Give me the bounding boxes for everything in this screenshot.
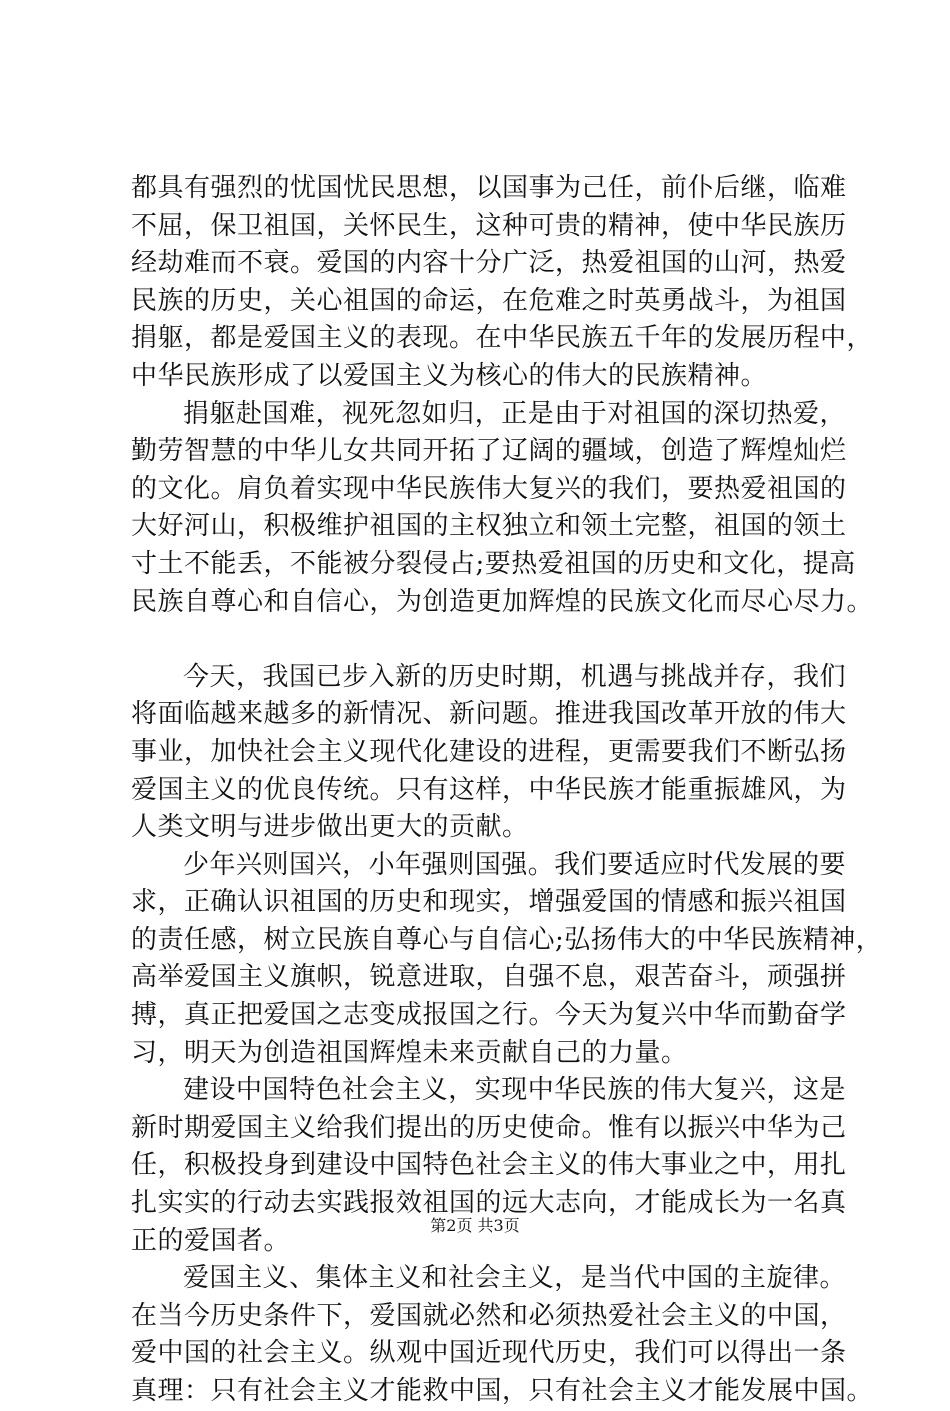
text-line: 真理：只有社会主义才能救中国，只有社会主义才能发展中国。 (131, 1376, 874, 1406)
text-line: 将面临越来越多的新情况、新问题。推进我国改革开放的伟大 (131, 699, 847, 730)
text-line: 捐躯赴国难，视死忽如归，正是由于对祖国的深切热爱， (183, 398, 846, 429)
text-line: 爱中国的社会主义。纵观中国近现代历史，我们可以得出一条 (131, 1338, 847, 1369)
page-number-label: 第2页 共3页 (430, 1216, 520, 1235)
text-line: 勤劳智慧的中华儿女共同开拓了辽阔的疆域，创造了辉煌灿烂 (131, 436, 847, 467)
paragraph-3 (131, 659, 846, 847)
text-line: 新时期爱国主义给我们提出的历史使命。惟有以振兴中华为己 (131, 1112, 847, 1143)
text-line: 中华民族形成了以爱国主义为核心的伟大的民族精神。 (131, 360, 768, 391)
page-footer (0, 1216, 950, 1236)
text-line: 任，积极投身到建设中国特色社会主义的伟大事业之中，用扎 (131, 1150, 847, 1181)
paragraph-4 (131, 847, 883, 1073)
text-line: 的文化。肩负着实现中华民族伟大复兴的我们，要热爱祖国的 (131, 473, 847, 504)
text-line: 少年兴则国兴，小年强则国强。我们要适应时代发展的要 (183, 849, 846, 880)
text-line: 的责任感，树立民族自尊心与自信心;弘扬伟大的中华民族精神， (131, 924, 883, 955)
paragraph-gap (131, 621, 846, 659)
text-line: 爱国主义、集体主义和社会主义，是当代中国的主旋律。 (183, 1263, 846, 1294)
text-line: 爱国主义的优良传统。只有这样，中华民族才能重振雄风，为 (131, 774, 847, 805)
paragraph-1 (131, 170, 874, 396)
text-line: 大好河山，积极维护祖国的主权独立和领土完整，祖国的领土 (131, 511, 847, 542)
text-line: 建设中国特色社会主义，实现中华民族的伟大复兴，这是 (183, 1075, 846, 1106)
text-line: 习，明天为创造祖国辉煌未来贡献自己的力量。 (131, 1037, 688, 1068)
text-line: 扎实实的行动去实践报效祖国的远大志向，才能成长为一名真 (131, 1188, 847, 1219)
text-line: 寸土不能丢，不能被分裂侵占;要热爱祖国的历史和文化，提高 (131, 548, 856, 579)
text-line: 求，正确认识祖国的历史和现实，增强爱国的情感和振兴祖国 (131, 887, 847, 918)
text-line: 事业，加快社会主义现代化建设的进程，更需要我们不断弘扬 (131, 736, 847, 767)
text-line: 经劫难而不衰。爱国的内容十分广泛，热爱祖国的山河，热爱 (131, 248, 847, 279)
text-line: 人类文明与进步做出更大的贡献。 (131, 812, 529, 843)
text-line: 搏，真正把爱国之志变成报国之行。今天为复兴中华而勤奋学 (131, 1000, 847, 1031)
paragraph-6 (131, 1260, 874, 1410)
text-line: 民族自尊心和自信心，为创造更加辉煌的民族文化而尽心尽力。 (131, 586, 874, 617)
text-line: 捐躯，都是爱国主义的表现。在中华民族五千年的发展历程中， (131, 323, 874, 354)
text-line: 不屈，保卫祖国，关怀民生，这种可贵的精神，使中华民族历 (131, 210, 847, 241)
paragraph-2 (131, 396, 874, 622)
text-line: 今天，我国已步入新的历史时期，机遇与挑战并存，我们 (183, 661, 846, 692)
text-line: 在当今历史条件下，爱国就必然和必须热爱社会主义的中国， (131, 1300, 847, 1331)
text-line: 民族的历史，关心祖国的命运，在危难之时英勇战斗，为祖国 (131, 285, 847, 316)
text-line: 都具有强烈的忧国忧民思想，以国事为己任，前仆后继，临难 (131, 173, 847, 203)
text-line: 高举爱国主义旗帜，锐意进取，自强不息，艰苦奋斗，顽强拼 (131, 962, 847, 993)
text-line: 正的爱国者。 (131, 1225, 291, 1256)
